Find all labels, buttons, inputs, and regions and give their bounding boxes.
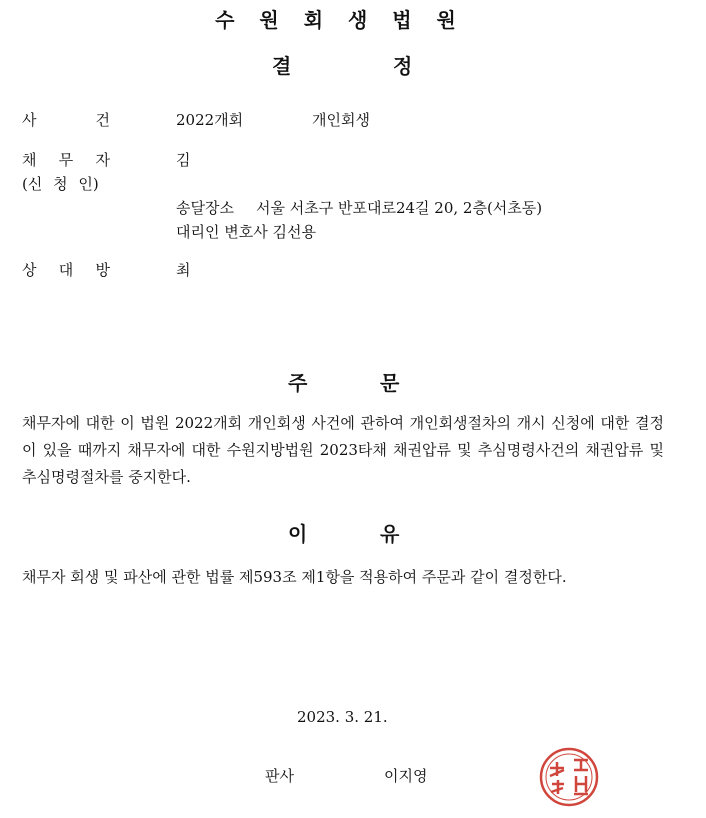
order-heading-left: 주 (288, 371, 308, 395)
order-heading-right: 문 (380, 371, 400, 395)
delivery-address: 서울 서초구 반포대로24길 20, 2층(서초동) (256, 199, 543, 217)
case-label-char: 사 (22, 111, 37, 129)
case-label-char: 건 (95, 111, 110, 129)
debtor-label-char: 자 (95, 151, 110, 169)
delivery-address-label: 송달장소 (176, 199, 234, 217)
counterparty-label (22, 259, 110, 280)
case-label (22, 109, 110, 130)
counterparty-name: 최 (176, 261, 191, 279)
decision-date: 2023. 3. 21. (297, 708, 388, 726)
reason-heading-right: 유 (380, 522, 400, 546)
court-name: 수 원 회 생 법 원 (215, 8, 465, 32)
order-text: 채무자에 대한 이 법원 2022개회 개인회생 사건에 관하여 개인회생절차의 개시 신청에 대한 결정이 있을 때까지 채무자에 대한 수원지방법원 2023타채 채권압류 및 추심명령사건의 채권압류 및 추심명령절차를 중지한다. (22, 414, 664, 486)
case-type: 개인회생 (312, 111, 370, 129)
document-title-right: 정 (393, 54, 413, 78)
reason-heading-left: 이 (288, 522, 308, 546)
court-seal-icon (538, 746, 600, 808)
debtor-label (22, 149, 110, 170)
judge-name: 이지영 (384, 767, 428, 785)
debtor-label-char: 채 (22, 151, 37, 169)
counterparty-label-char: 대 (58, 261, 74, 279)
applicant-label: (신 청 인) (22, 175, 99, 193)
debtor-name: 김 (176, 151, 191, 169)
case-number: 2022개회 (176, 111, 244, 129)
counterparty-label-char: 방 (95, 261, 110, 279)
reason-text: 채무자 회생 및 파산에 관한 법률 제593조 제1항을 적용하여 주문과 같이 결정한다. (22, 568, 567, 586)
counterparty-label-char: 상 (22, 261, 37, 279)
debtor-label-char: 무 (58, 151, 74, 169)
legal-agent: 대리인 변호사 김선용 (176, 223, 316, 241)
document-title-left: 결 (272, 54, 292, 78)
judge-title: 판사 (265, 767, 294, 785)
